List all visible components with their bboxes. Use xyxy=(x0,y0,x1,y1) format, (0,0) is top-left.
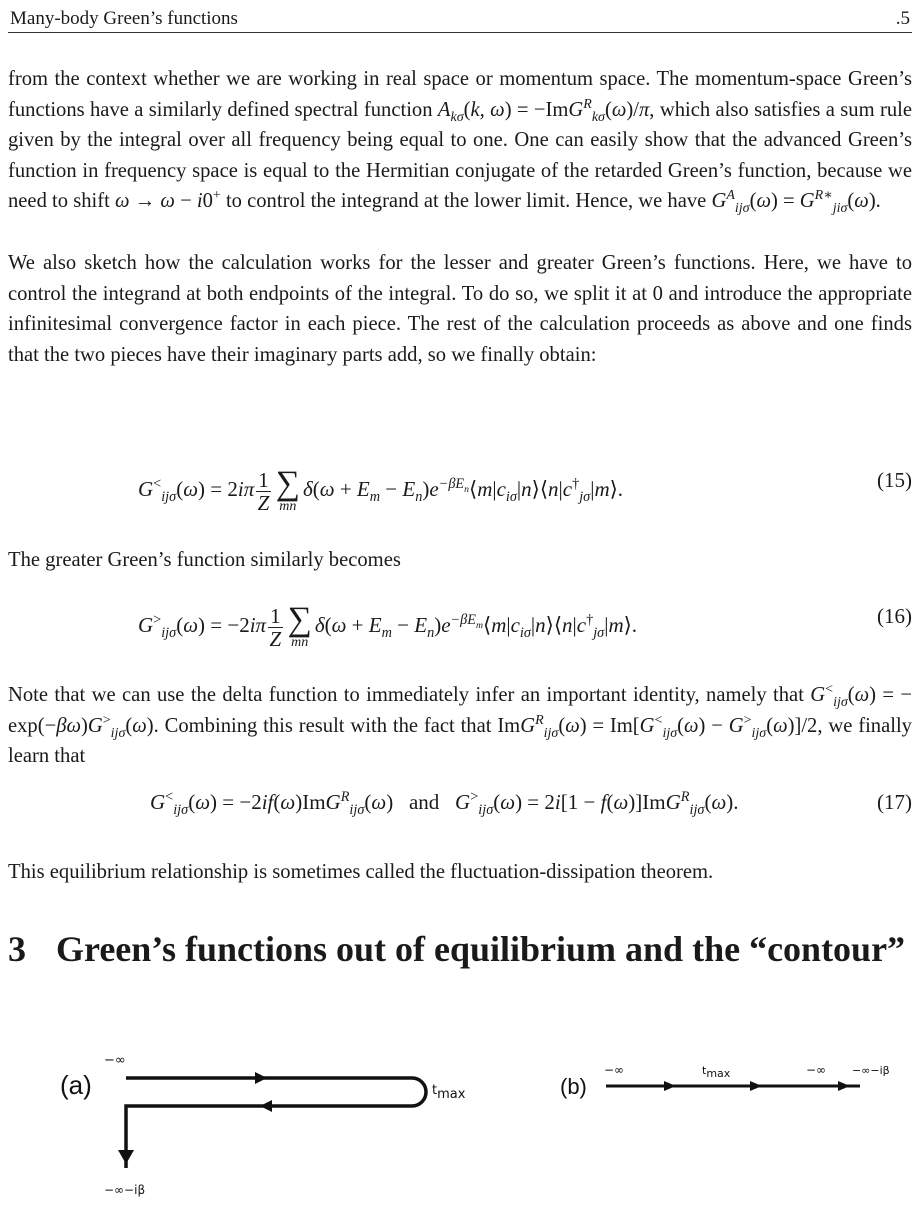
fig-b-start-label: −∞ xyxy=(604,1063,625,1077)
fig-b-mid-label: −∞ xyxy=(806,1063,827,1077)
fig-a-bottom-label: −∞−iβ xyxy=(104,1183,146,1197)
fig-a-tmax-label: tmax xyxy=(432,1083,466,1102)
equation-15 xyxy=(8,456,912,516)
im-relation-math: $ImG^R_{ij\sigma}(\omega) = Im[G^<_{ij\sigma}(\omega) - G^>_{ij\sigma}(\omega)]/2$ xyxy=(497,712,818,741)
paragraph-5 xyxy=(8,857,912,888)
paragraph-1 xyxy=(8,64,912,217)
eq17-expression: $G^<_{ij\sigma}(\omega) = -2if(\omega)ImG^R_{ij\sigma}(\omega)$ and $G^>_{ij\sigma}(\omega) = 2i[1 - f(\omega)]ImG^R_{ij\sigma}(\omega)$. xyxy=(150,789,739,819)
contour-diagram xyxy=(0,1040,920,1216)
eq15-number: (15) xyxy=(877,468,912,492)
fig-b-arrow-1 xyxy=(664,1081,676,1091)
fig-b-label: (b) xyxy=(560,1074,587,1099)
fig-a-forward-arrow xyxy=(255,1072,267,1084)
section-heading xyxy=(8,928,905,970)
p2-text: We also sketch how the calculation works for the lesser and greater Green’s functions. Here, we have to control the integrand at both endpoints of the integral. To do so, we split it at 0 and introduce the appropriate infinitesimal convergence factor in each piece. The rest of the calculation proceeds as above and one finds that the two pieces have their imaginary parts add, so we finally obtain: xyxy=(8,252,912,366)
fig-a-top-label: −∞ xyxy=(104,1053,126,1068)
eq16-number: (16) xyxy=(877,604,912,628)
p4-text-a: Note that we can use the delta function to immediately infer an important identity, namely that xyxy=(8,684,811,706)
fig-b-arrow-2 xyxy=(750,1081,762,1091)
eq16-expression: $G^>_{ij\sigma}(\omega) = -2i\pi$ $\frac{1}{Z}$ ∑ mn $\delta(\omega + E_m$ − $E_n)e^{-\beta E_m}⟨m|c_{i\sigma}|n⟩⟨n|c^\dagger_{j\sigma}|m⟩$. xyxy=(138,601,638,651)
p1-text-c: to control the integrand at the lower limit. Hence, we have xyxy=(220,190,712,213)
shift-math: ω → ω − i0+ xyxy=(114,188,221,213)
p1-text-b: , which also satisfies a sum rule given by the integral over all frequency being equal to one. One can easily show that the advanced Green’s function in frequency space is equal to the Hermitian conjugate of the retarded Green’s function, because we need to shift xyxy=(8,98,913,213)
fig-a-backward-arrow xyxy=(260,1100,272,1112)
paragraph-2 xyxy=(8,248,912,370)
fig-b-end-label: −∞−iβ xyxy=(852,1064,890,1077)
p5-text: This equilibrium relationship is sometimes called the fluctuation-dissipation theorem. xyxy=(8,861,714,883)
running-header xyxy=(8,4,912,33)
fig-b-tmax-label: tmax xyxy=(702,1064,731,1080)
contour-figure xyxy=(0,1040,920,1216)
eq17-number: (17) xyxy=(877,790,912,814)
fig-a-label: (a) xyxy=(60,1070,92,1100)
fig-a-contour-path xyxy=(126,1078,426,1168)
p4-text-b: . Combining this result with the fact that xyxy=(153,714,498,737)
eq17-and: and xyxy=(408,790,440,814)
identity-math: $G^<_{ij\sigma}(\omega)$ = − $\exp(-\beta\omega)G^>_{ij\sigma}(\omega)$ xyxy=(8,682,913,741)
p4-text-c: , we finally learn that xyxy=(8,714,912,768)
section-title: Green’s functions out of equilibrium and the “contour” xyxy=(56,929,906,969)
p3-text: The greater Green’s function similarly becomes xyxy=(8,549,401,571)
section-number: 3 xyxy=(8,929,26,969)
advanced-retarded-math: $G^A_{ij\sigma}(\omega) = G^{R∗}_{ji\sigma}(\omega)$. xyxy=(711,188,881,217)
p1-text-a: from the context whether we are working in real space or momentum space. The momentum-space Green’s functions have a similarly defined spectral function xyxy=(8,68,912,121)
eq15-expression: $G^<_{ij\sigma}(\omega) = 2i\pi$ $\frac{1}{Z}$ ∑ mn $\delta(\omega + E_m$ − $E_n)e^{-\beta E_n}⟨m|c_{i\sigma}|n⟩⟨n|c^\dagger_{j\sigma}|m⟩$. xyxy=(138,465,624,515)
paragraph-4 xyxy=(8,680,912,772)
header-title: Many-body Green’s functions xyxy=(10,8,238,29)
fig-a-down-arrow xyxy=(118,1150,134,1164)
header-page-number: .5 xyxy=(895,8,910,29)
fig-b-arrow-3 xyxy=(838,1081,850,1091)
equation-16 xyxy=(8,592,912,652)
equation-17 xyxy=(8,778,912,838)
paragraph-3 xyxy=(8,545,912,576)
spectral-function-math: $A_{k\sigma}(k$, ω) = −ImG$^R_{k\sigma}$(ω)/π xyxy=(437,96,650,125)
